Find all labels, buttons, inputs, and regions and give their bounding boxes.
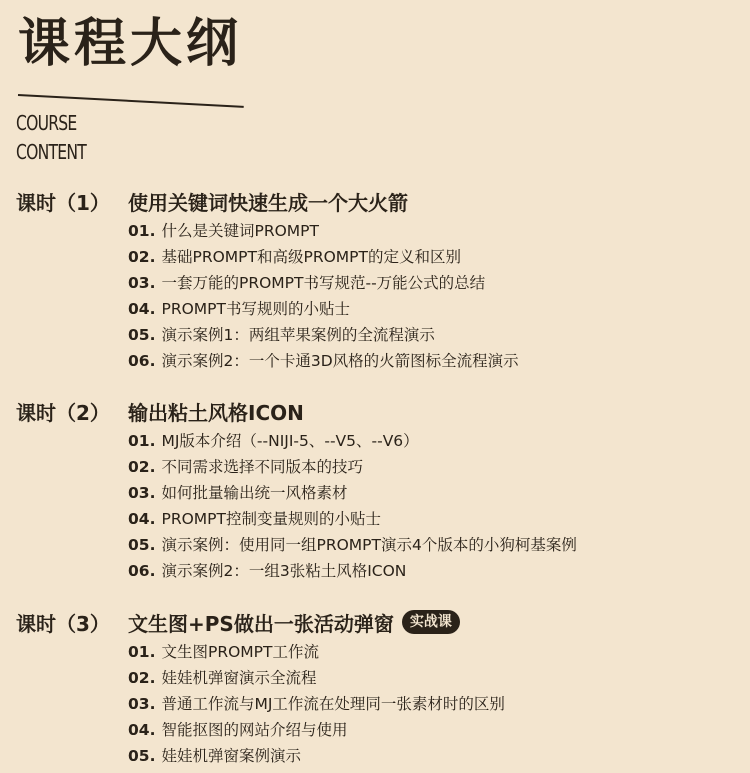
list-item [128,244,736,270]
lesson-1-label: 课时（1） [16,190,110,215]
item-text: 文生图PROMPT工作流 [161,643,319,661]
item-text: PROMPT书写规则的小贴士 [161,300,350,318]
list-item [128,743,736,769]
item-text: 智能抠图的网站介绍与使用 [161,721,348,739]
list-item [128,348,736,374]
lesson-2-name: 输出粘土风格ICON [128,400,304,425]
item-number: 02. [128,669,156,687]
lesson-1-name: 使用关键词快速生成一个大火箭 [128,190,408,215]
item-text: 娃娃机弹窗演示全流程 [161,669,317,687]
lesson-3-label: 课时（3） [16,611,110,636]
subtitle-en-line1: COURSE [16,111,77,135]
list-item [128,322,736,348]
item-text: MJ版本介绍（--NIJI-5、--V5、--V6） [161,432,419,450]
item-number: 05. [128,326,156,344]
item-text: 演示案例2：一个卡通3D风格的火箭图标全流程演示 [161,352,519,370]
item-number: 02. [128,458,156,476]
title-divider [18,94,244,108]
list-item [128,532,736,558]
item-text: 一套万能的PROMPT书写规范--万能公式的总结 [161,274,486,292]
list-item [128,506,736,532]
lesson-3-name: 文生图+PS做出一张活动弹窗 [128,611,394,636]
lesson-2-items [128,428,736,584]
lesson-1-header [16,186,736,216]
list-item [128,480,736,506]
item-number: 04. [128,510,156,528]
list-item [128,691,736,717]
list-item [128,270,736,296]
item-text: 如何批量输出统一风格素材 [161,484,348,502]
list-item [128,218,736,244]
page-title: 课程大纲 [18,14,243,74]
lesson-2 [16,396,736,584]
item-text: 不同需求选择不同版本的技巧 [161,458,363,476]
item-text: 娃娃机弹窗案例演示 [161,747,301,765]
item-number: 02. [128,248,156,266]
item-number: 03. [128,484,156,502]
item-number: 03. [128,695,156,713]
item-number: 06. [128,562,156,580]
item-number: 01. [128,643,156,661]
item-number: 04. [128,721,156,739]
list-item [128,428,736,454]
lesson-1-items [128,218,736,374]
item-text: 演示案例1：两组苹果案例的全流程演示 [161,326,435,344]
lesson-3-items [128,639,736,769]
lesson-1 [16,186,736,374]
item-text: 演示案例：使用同一组PROMPT演示4个版本的小狗柯基案例 [161,536,577,554]
lesson-3 [16,607,736,769]
item-text: 普通工作流与MJ工作流在处理同一张素材时的区别 [161,695,505,713]
list-item [128,717,736,743]
list-item [128,639,736,665]
item-text: PROMPT控制变量规则的小贴士 [161,510,381,528]
item-number: 05. [128,536,156,554]
item-number: 06. [128,352,156,370]
item-number: 03. [128,274,156,292]
item-number: 04. [128,300,156,318]
item-text: 基础PROMPT和高级PROMPT的定义和区别 [161,248,461,266]
item-text: 什么是关键词PROMPT [161,222,319,240]
lesson-3-header [16,607,736,637]
list-item [128,454,736,480]
item-text: 演示案例2：一组3张粘土风格ICON [161,562,407,580]
list-item [128,296,736,322]
item-number: 01. [128,432,156,450]
practice-badge: 实战课 [402,610,460,634]
item-number: 05. [128,747,156,765]
list-item [128,558,736,584]
list-item [128,665,736,691]
lesson-2-header [16,396,736,426]
item-number: 01. [128,222,156,240]
lesson-2-label: 课时（2） [16,400,110,425]
subtitle-en-line2: CONTENT [16,140,86,164]
